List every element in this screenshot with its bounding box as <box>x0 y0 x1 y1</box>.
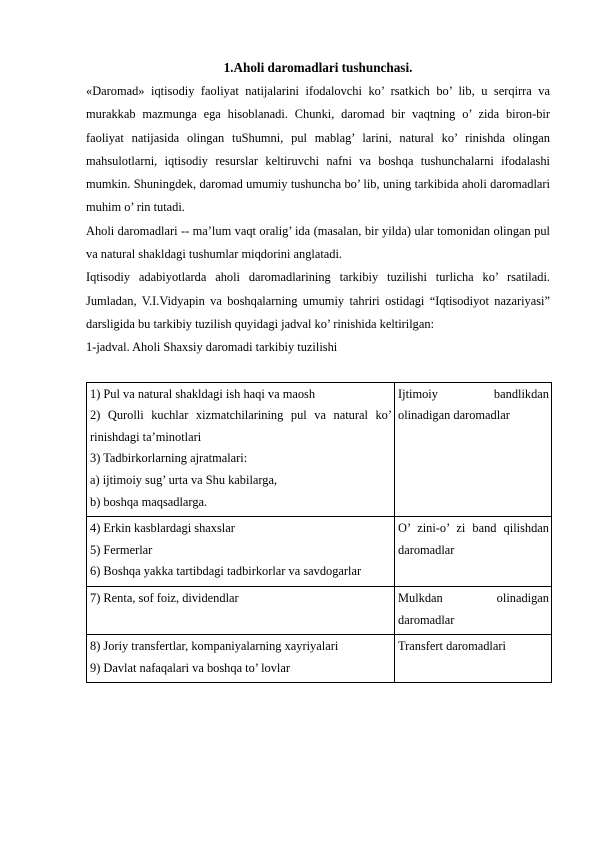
table-item: 2) Qurolli kuchlar xizmatchilarining pul va natural ko’ rinishdagi ta’minotlari <box>90 408 392 444</box>
table-cell-category: Mulkdan olinadigan daromadlar <box>395 586 552 634</box>
table-item: a) ijtimoiy sug’ urta va Shu kabilarga, <box>90 472 278 487</box>
table-item: 3) Tadbirkorlarning ajratmalari: <box>90 451 248 466</box>
table-cell-category: Ijtimoiy bandlikdan olinadigan daromadlar <box>395 382 552 517</box>
table-cell-items <box>87 517 395 587</box>
table-item: 5) Fermerlar <box>90 542 153 557</box>
table-cell-items <box>87 635 395 683</box>
table-caption: 1-jadval. Aholi Shaxsiy daromadi tarkibiy tuzilishi <box>86 340 338 355</box>
table-row <box>87 382 552 517</box>
table-item: 8) Joriy transfertlar, kompaniyalarning xayriyalari <box>90 639 339 654</box>
paragraph-tarkibiy-tuzilish: Iqtisodiy adabiyotlarda aholi daromadlarining tarkibiy tuzilishi turlicha ko’ rsatiladi. Jumladan, V.I.Vidyapin va boshqalarning umumiy tahriri ostidagi “Iqtisodiyot nazariyasi” darsligida bu tarkibiy tuzilish quyidagi jadval ko’ rinishida keltirilgan: <box>86 270 550 331</box>
table-row <box>87 517 552 587</box>
table-cell-items <box>87 382 395 517</box>
table-item: 6) Boshqa yakka tartibdagi tadbirkorlar va savdogarlar <box>90 564 362 579</box>
table-item: b) boshqa maqsadlarga. <box>90 494 208 509</box>
table-item: 9) Davlat nafaqalari va boshqa to’ lovlar <box>90 660 291 675</box>
paragraph-aholi-daromadlari: Aholi daromadlari -- ma’lum vaqt oralig’ ida (masalan, bir yilda) ular tomonidan olingan pul va natural shakldagi tushumlar miqdorini anglatadi. <box>86 223 550 262</box>
income-structure-table <box>86 382 552 684</box>
table-item: 4) Erkin kasblardagi shaxslar <box>90 521 235 536</box>
paragraph-daromad-definition: «Daromad» iqtisodiy faoliyat natijalarini ifodalovchi ko’ rsatkich bo’ lib, u serqirra va murakkab mazmunga ega hisoblanadi. Chunki, daromad bir vaqtning o’ zida biron-bir faoliyat natijasida olingan tuShumni, pul mablag’ larini, natural ko’ rinishda olingan mahsulotlarni, iqtisodiy resurslar keltiruvchi nafni va boshqa tushunchalarni ifodalashi mumkin. Shuningdek, daromad umumiy tushuncha bo’ lib, uning tarkibida aholi daromadlari muhim o’ rin tutadi. <box>86 84 550 215</box>
table-row <box>87 635 552 683</box>
section-title: 1.Aholi daromadlari tushunchasi. <box>223 60 413 75</box>
table-cell-category: Transfert daromadlari <box>395 635 552 683</box>
spacer <box>86 360 550 382</box>
table-row <box>87 586 552 634</box>
table-cell-category: O’ zini-o’ zi band qilishdan daromadlar <box>395 517 552 587</box>
table-item: 1) Pul va natural shakldagi ish haqi va maosh <box>90 386 316 401</box>
table-item: 7) Renta, sof foiz, dividendlar <box>90 590 239 605</box>
document-page <box>86 58 550 683</box>
table-cell-items <box>87 586 395 634</box>
